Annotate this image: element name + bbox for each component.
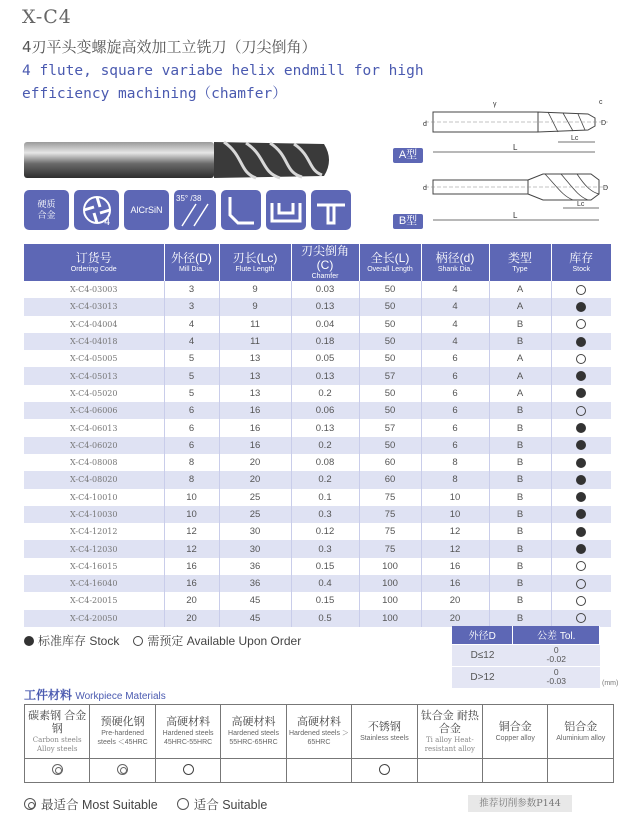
filled-circle-icon [576,492,586,502]
product-code: X-C4 [22,6,72,28]
endmill-photo [24,136,334,184]
svg-text:γ: γ [493,101,497,108]
open-circle-icon [576,561,586,571]
tol-row: D≤12 0 -0.02 [452,644,600,666]
shoulder-milling-icon [311,190,351,230]
table-row: X-C4-08020 8 20 0.2 60 8 B [24,471,611,488]
slotting-icon [266,190,306,230]
open-circle-icon [576,354,586,364]
stock-status [551,385,611,402]
ordering-code: X-C4-06013 [24,419,164,436]
tol-row: D>12 0 -0.03 [452,666,600,688]
svg-text:c: c [599,99,603,106]
workpiece-title: 工件材料 Workpiece Materials [24,688,166,702]
tolerance-table [452,626,600,688]
flute-count: 4 [103,217,110,227]
suitability-cell [25,759,90,783]
material-column: 碳素钢 合金钢 Carbon steels Alloy steels [25,705,90,759]
suitability-cell [90,759,155,783]
corner-chamfer-icon [221,190,261,230]
suitability-cell [417,759,482,783]
suitability-cell [352,759,417,783]
svg-text:d: d [423,185,427,192]
svg-text:Lc: Lc [571,135,579,142]
suitability-cell [483,759,548,783]
table-row: X-C4-12012 12 30 0.12 75 12 B [24,523,611,540]
helix-angle-badge: 35° /38 [174,190,216,230]
filled-circle-icon [576,337,586,347]
ordering-code: X-C4-20050 [24,610,164,627]
filled-circle-icon [576,527,586,537]
ordering-code: X-C4-12030 [24,540,164,557]
feature-badges [24,190,351,230]
svg-text:Lc: Lc [577,201,585,208]
ordering-code: X-C4-05020 [24,385,164,402]
table-row: X-C4-03003 3 9 0.03 50 4 A [24,281,611,298]
suitability-legend: 最适合 Most Suitable 适合 Suitable [24,795,267,813]
stock-status [551,592,611,609]
ordering-code: X-C4-04018 [24,333,164,350]
stock-status [551,454,611,471]
svg-text:d: d [423,121,427,128]
spec-table-body [24,281,611,627]
tol-header-tol: 公差 Tol. [513,626,600,644]
material-column: 高硬材料 Hardened steels 55HRC-65HRC [221,705,286,759]
header-mill-dia: 外径(D) Mill Dia. [164,244,219,281]
table-row: X-C4-16040 16 36 0.4 100 16 B [24,575,611,592]
stock-status [551,610,611,627]
ordering-code: X-C4-16015 [24,558,164,575]
table-row: X-C4-06013 6 16 0.13 57 6 B [24,419,611,436]
svg-text:L: L [513,143,518,152]
open-circle-icon [576,579,586,589]
ordering-code: X-C4-08008 [24,454,164,471]
material-column: 高硬材料 Hardened steels ＞65HRC [286,705,351,759]
table-row: X-C4-06006 6 16 0.06 50 6 B [24,402,611,419]
open-circle-icon [576,319,586,329]
single-circle-icon [379,764,390,775]
ordering-code: X-C4-06006 [24,402,164,419]
header-type: 类型 Type [489,244,551,281]
stock-status [551,333,611,350]
stock-status [551,350,611,367]
material-column: 铝合金 Aluminium alloy [548,705,614,759]
table-row: X-C4-04004 4 11 0.04 50 4 B [24,316,611,333]
unit-label: (mm) [602,680,619,687]
table-row: X-C4-10010 10 25 0.1 75 10 B [24,489,611,506]
header-shank-dia: 柄径(d) Shank Dia. [421,244,489,281]
header-flute-length: 刃长(Lc) Flute Length [219,244,291,281]
stock-status [551,540,611,557]
table-row: X-C4-08008 8 20 0.08 60 8 B [24,454,611,471]
type-a-label: A型 [393,148,423,163]
type-b-label: B型 [393,214,423,229]
table-row: X-C4-20015 20 45 0.15 100 20 B [24,592,611,609]
material-column: 钛合金 耐热合金 Ti alloy Heat-resistant alloy [417,705,482,759]
filled-circle-icon [576,544,586,554]
filled-circle-icon [576,371,586,381]
table-row: X-C4-03013 3 9 0.13 50 4 A [24,298,611,315]
legend-order: 需预定 Available Upon Order [147,634,302,648]
table-row: X-C4-16015 16 36 0.15 100 16 B [24,558,611,575]
filled-circle-icon [576,423,586,433]
stock-legend [24,632,301,649]
stock-status [551,506,611,523]
stock-status [551,281,611,298]
stock-status [551,316,611,333]
filled-circle-icon [576,509,586,519]
tol-header-dia: 外径D [452,626,513,644]
spec-table [24,244,611,627]
filled-circle-icon [576,388,586,398]
filled-circle-icon [576,475,586,485]
ordering-code: X-C4-03013 [24,298,164,315]
ordering-code: X-C4-20015 [24,592,164,609]
double-circle-icon [24,798,36,810]
legend-stock: 标准库存 Stock [38,634,120,648]
single-circle-icon [177,798,189,810]
suitability-cell [221,759,286,783]
type-b-drawing [413,168,613,238]
material-badge: 硬质 合金 [24,190,69,230]
stock-status [551,471,611,488]
ordering-code: X-C4-06020 [24,437,164,454]
open-circle-icon [576,285,586,295]
type-a-drawing [413,94,613,164]
material-column: 预硬化钢 Pre-hardened steels ＜45HRC [90,705,155,759]
ordering-code: X-C4-04004 [24,316,164,333]
workpiece-suitability-row [25,759,614,783]
ordering-code: X-C4-12012 [24,523,164,540]
stock-status [551,558,611,575]
stock-status [551,523,611,540]
open-circle-icon [576,406,586,416]
stock-status [551,437,611,454]
stock-status [551,419,611,436]
ordering-code: X-C4-05013 [24,367,164,384]
double-circle-icon [117,764,128,775]
svg-text:L: L [513,211,518,220]
open-circle-icon [133,636,143,646]
filled-circle-icon [24,636,34,646]
cutting-parameters-reference: 推荐切削参数P144 [468,795,572,812]
suitability-cell [286,759,351,783]
single-circle-icon [183,764,194,775]
product-title-zh: 4刃平头变螺旋高效加工立铣刀（刀尖倒角） [22,38,317,56]
material-column: 不锈钢 Stainless steels [352,705,417,759]
ordering-code: X-C4-03003 [24,281,164,298]
table-row: X-C4-06020 6 16 0.2 50 6 B [24,437,611,454]
product-title-en: 4 flute, square variabe helix endmill for high efficiency machining（chamfer） [22,63,424,102]
coating-badge: AlCrSiN [124,190,169,230]
table-row: X-C4-12030 12 30 0.3 75 12 B [24,540,611,557]
material-column: 高硬材料 Hardened steels 45HRC-55HRC [155,705,220,759]
filled-circle-icon [576,440,586,450]
stock-status [551,489,611,506]
suitability-cell [155,759,220,783]
ordering-code: X-C4-08020 [24,471,164,488]
double-circle-icon [52,764,63,775]
workpiece-header-row [25,705,614,759]
flute-count-badge [74,190,119,230]
header-overall-length: 全长(L) Overall Length [359,244,421,281]
ordering-code: X-C4-16040 [24,575,164,592]
filled-circle-icon [576,302,586,312]
ordering-code: X-C4-10030 [24,506,164,523]
material-column: 铜合金 Copper alloy [483,705,548,759]
stock-status [551,367,611,384]
workpiece-table [24,704,614,783]
table-row: X-C4-04018 4 11 0.18 50 4 B [24,333,611,350]
filled-circle-icon [576,458,586,468]
ordering-code: X-C4-05005 [24,350,164,367]
open-circle-icon [576,596,586,606]
header-ordering-code: 订货号 Ordering Code [24,244,164,281]
ordering-code: X-C4-10010 [24,489,164,506]
table-row: X-C4-05020 5 13 0.2 50 6 A [24,385,611,402]
svg-text:D: D [601,120,607,127]
table-row: X-C4-20050 20 45 0.5 100 20 B [24,610,611,627]
table-row: X-C4-05013 5 13 0.13 57 6 A [24,367,611,384]
table-row: X-C4-10030 10 25 0.3 75 10 B [24,506,611,523]
stock-status [551,575,611,592]
stock-status [551,298,611,315]
svg-text:D: D [603,185,609,192]
header-chamfer: 刃尖倒角(C) Chamfer [291,244,359,281]
header-stock: 库存 Stock [551,244,611,281]
suitability-cell [548,759,614,783]
table-row: X-C4-05005 5 13 0.05 50 6 A [24,350,611,367]
stock-status [551,402,611,419]
open-circle-icon [576,613,586,623]
table-header-row [24,244,611,281]
